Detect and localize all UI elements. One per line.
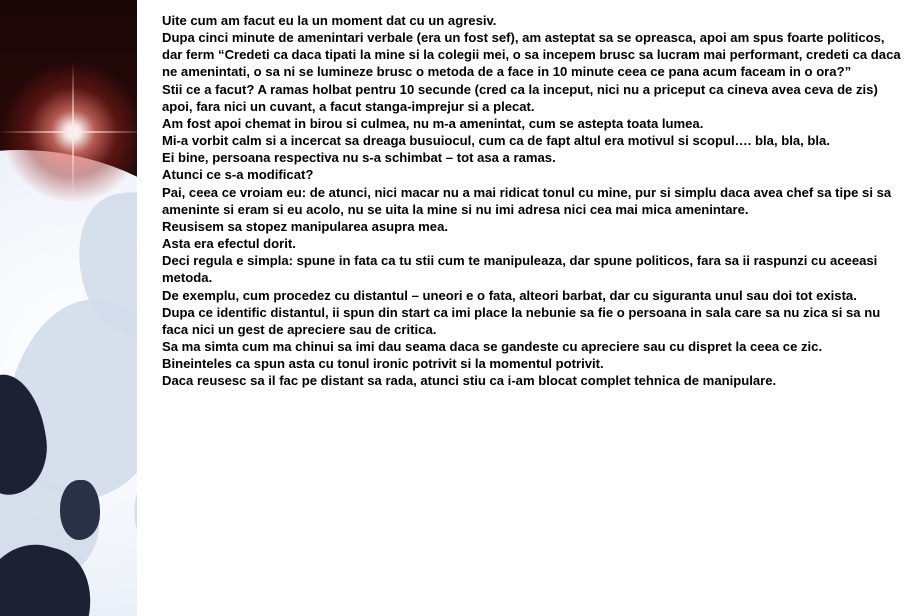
paragraph: Deci regula e simpla: spune in fata ca tu stii cum te manipuleaza, dar spune politicos, fara sa ii raspunzi cu aceeasi metoda. <box>162 253 878 286</box>
paragraph: De exemplu, cum procedez cu distantul – uneori e o fata, alteori barbat, dar cu siguranta unul sau doi tot exista. <box>162 287 857 303</box>
paragraph: Ei bine, persoana respectiva nu s-a schimbat – tot asa a ramas. <box>162 150 556 166</box>
paragraph: Uite cum am facut eu la un moment dat cu un agresiv. <box>162 13 497 28</box>
paragraph: Asta era efectul dorit. <box>162 236 296 252</box>
paragraph: Pai, ceea ce vroiam eu: de atunci, nici macar nu a mai ridicat tonul cu mine, pur si simplu daca avea chef sa tipe si sa ameninte si eram si eu acolo, nu se uita la mine si nu imi adresa nici cea mai mica amenintare. <box>162 184 892 217</box>
star-glow-ray <box>0 131 148 133</box>
paragraph: Mi-a vorbit calm si a incercat sa dreaga busuiocul, cum ca de fapt altul era motivul si scopul…. bla, bla, bla. <box>162 133 830 149</box>
paragraph: Reusisem sa stopez manipularea asupra mea. <box>162 218 449 234</box>
paragraph: Stii ce a facut? A ramas holbat pentru 10 secunde (cred ca la inceput, nici nu a priceput ca cineva avea ceva de zis) apoi, fara nici un cuvant, a facut stanga-imprejur si a plecat. <box>162 81 878 114</box>
paragraph: Sa ma simta cum ma chinui sa imi dau seama daca se gandeste cu apreciere sau cu dispret la ceea ce zic. <box>162 338 823 354</box>
globe-shadow-shape <box>60 480 100 540</box>
paragraph: Atunci ce s-a modificat? <box>162 167 314 183</box>
star-glow-ray <box>72 62 74 202</box>
paragraph: Dupa cinci minute de amenintari verbale (era un fost sef), am asteptat sa se opreasca, apoi am spus foarte politicos, dar ferm “Credeti ca daca tipati la mine si la colegii mei, o sa incepem brusc sa lucram mai performant, credeti ca daca ne amenintati, o sa ni se lumineze brusc o metoda de a face in 10 minute ceea ce pana acum faceam in o ora?” <box>162 30 901 80</box>
paragraph: Am fost apoi chemat in birou si culmea, nu m-a amenintat, cum se astepta toata lumea. <box>162 115 704 131</box>
paragraph: Daca reusesc sa il fac pe distant sa rada, atunci stiu ca i-am blocat complet tehnica de manipulare. <box>162 373 777 389</box>
paragraph: Bineinteles ca spun asta cu tonul ironic potrivit si la momentul potrivit. <box>162 356 604 372</box>
paragraph: Dupa ce identific distantul, ii spun din start ca imi place la nebunie sa fie o persoana in sala care sa nu zica si sa nu faca nici un gest de apreciere sau de critica. <box>162 304 881 337</box>
body-text <box>162 12 902 389</box>
